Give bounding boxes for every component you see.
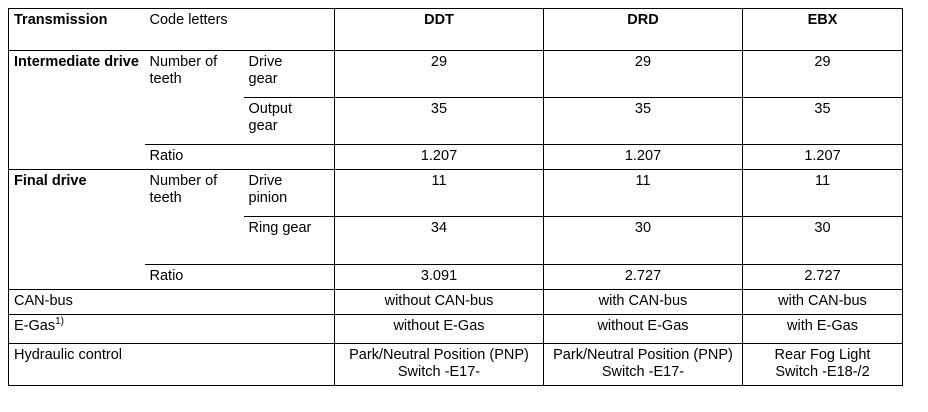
intermediate-output-gear-label: Output gear [244,98,335,145]
final-drive-pinion-ebx: 11 [743,170,903,217]
final-drive-label: Final drive [9,170,145,290]
intermediate-ratio-label: Ratio [145,145,335,170]
table-row [9,290,903,315]
final-drive-pinion-label: Drive pinion [244,170,335,217]
e-gas-label: E-Gas [14,318,56,334]
can-bus-ddt: without CAN-bus [335,290,544,315]
can-bus-label: CAN-bus [9,290,335,315]
table-row [9,344,903,386]
hydraulic-control-label: Hydraulic control [9,344,335,386]
e-gas-drd: without E-Gas [544,315,743,344]
final-ratio-drd: 2.727 [544,265,743,290]
e-gas-footnote-marker: 1) [55,316,64,327]
can-bus-drd: with CAN-bus [544,290,743,315]
e-gas-ddt: without E-Gas [335,315,544,344]
intermediate-drive-gear-ddt: 29 [335,51,544,98]
header-code-drd: DRD [544,9,743,51]
header-code-letters: Code letters [145,9,335,51]
intermediate-drive-label: Intermediate drive [9,51,145,170]
table-row [9,51,903,98]
hydraulic-control-drd-line1: Park/Neutral Position (PNP) [553,347,733,363]
intermediate-ratio-ddt: 1.207 [335,145,544,170]
final-ratio-ddt: 3.091 [335,265,544,290]
final-ratio-ebx: 2.727 [743,265,903,290]
hydraulic-control-ebx-line2: Switch -E18-/2 [775,364,870,380]
final-drive-pinion-drd: 11 [544,170,743,217]
final-drive-pinion-ddt: 11 [335,170,544,217]
transmission-spec-table [8,8,903,386]
intermediate-ratio-drd: 1.207 [544,145,743,170]
spec-table-wrapper [8,8,903,386]
header-code-ddt: DDT [335,9,544,51]
intermediate-output-gear-ddt: 35 [335,98,544,145]
intermediate-output-gear-ebx: 35 [743,98,903,145]
intermediate-ratio-ebx: 1.207 [743,145,903,170]
hydraulic-control-drd-line2: Switch -E17- [601,364,685,380]
hydraulic-control-ddt-line2: Switch -E17- [397,364,481,380]
e-gas-ebx: with E-Gas [743,315,903,344]
hydraulic-control-ebx [743,344,903,386]
final-number-of-teeth: Number of teeth [145,170,244,265]
hydraulic-control-ddt-line1: Park/Neutral Position (PNP) [349,347,529,363]
hydraulic-control-drd [544,344,743,386]
header-code-ebx: EBX [743,9,903,51]
final-ring-gear-label: Ring gear [244,217,335,265]
intermediate-number-of-teeth: Number of teeth [145,51,244,145]
header-transmission: Transmission [9,9,145,51]
final-ring-gear-ddt: 34 [335,217,544,265]
table-row [9,315,903,344]
intermediate-output-gear-drd: 35 [544,98,743,145]
intermediate-drive-gear-label: Drive gear [244,51,335,98]
intermediate-drive-gear-ebx: 29 [743,51,903,98]
table-row [9,170,903,217]
final-ring-gear-drd: 30 [544,217,743,265]
final-ratio-label: Ratio [145,265,335,290]
can-bus-ebx: with CAN-bus [743,290,903,315]
hydraulic-control-ddt [335,344,544,386]
hydraulic-control-ebx-line1: Rear Fog Light [774,347,871,363]
intermediate-drive-gear-drd: 29 [544,51,743,98]
header-row [9,9,903,51]
e-gas-label-cell [9,315,335,344]
final-ring-gear-ebx: 30 [743,217,903,265]
